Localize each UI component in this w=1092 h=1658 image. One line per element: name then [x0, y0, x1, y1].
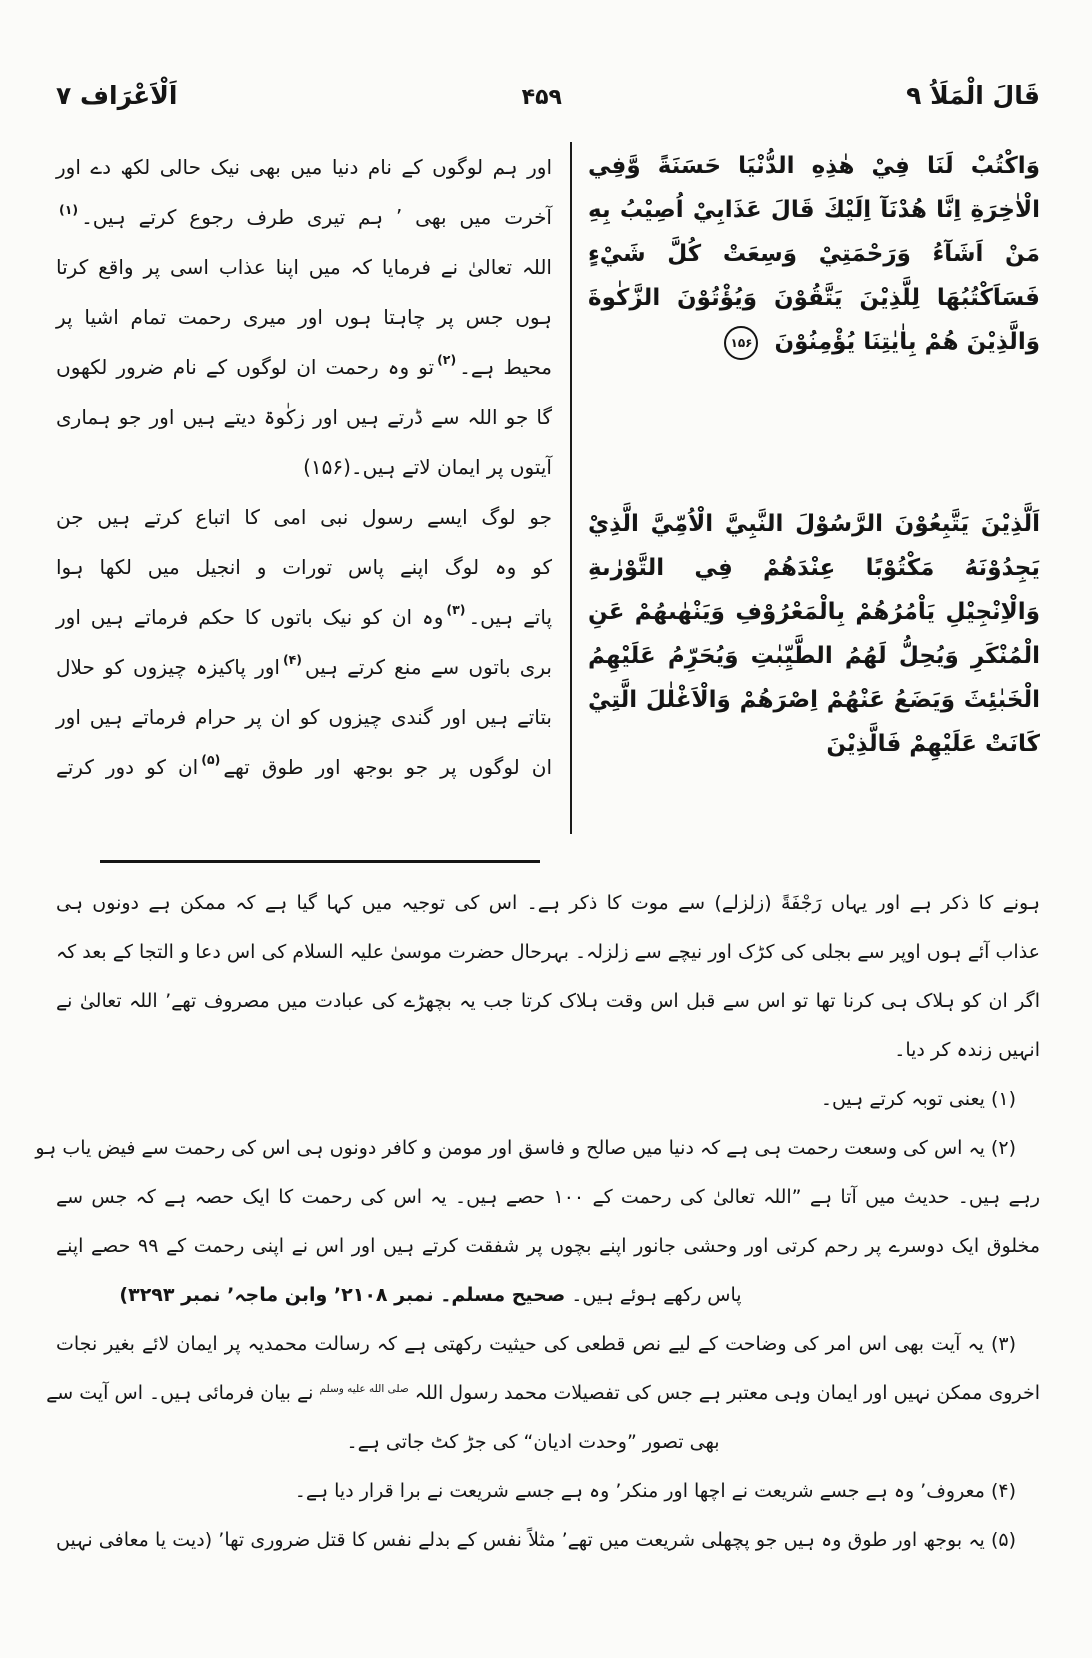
text-segment: عذاب آئے ہوں اوپر سے بجلی کی کڑک اور نیچے سے زلزلہ۔ بہرحال حضرت موسیٰ علیہ السلام کی اس دعا و التجا کے بعد کہ — [56, 941, 1040, 963]
translation-line — [56, 342, 552, 392]
text-segment: کو وہ لوگ اپنے پاس تورات و انجیل میں لکھا ہوا — [56, 555, 552, 579]
text-segment: اللہ تعالیٰ نے فرمایا کہ میں اپنا عذاب اسی پر واقع کرتا — [56, 255, 552, 279]
footnote-line — [56, 1222, 1040, 1271]
text-segment: پاس رکھے ہوئے ہیں۔ — [565, 1284, 742, 1306]
text-segment: تو وہ رحمت ان لوگوں کے نام ضرور لکھوں — [56, 355, 435, 379]
text-segment: (۱) یعنی توبہ کرتے ہیں۔ — [820, 1088, 1016, 1110]
translation-line — [56, 492, 552, 542]
juz-title: قَالَ الْمَلَاُ ۹ — [906, 81, 1040, 110]
page-number: ۴۵۹ — [521, 85, 562, 110]
quran-ayah-157 — [588, 502, 1040, 766]
text-segment: ہوں جس پر چاہتا ہوں اور میری رحمت تمام اشیا پر — [56, 305, 552, 329]
footnote-line — [56, 1418, 1040, 1467]
translation-line — [56, 142, 552, 192]
footnote-line — [56, 1271, 1040, 1320]
text-segment: انہیں زندہ کر دیا۔ — [894, 1039, 1040, 1061]
text-segment: بتاتے ہیں اور گندی چیزوں کو ان پر حرام فرماتے ہیں اور — [56, 705, 552, 729]
footnote-separator-rule — [100, 860, 540, 863]
footnote-marker: (۵) — [201, 752, 221, 767]
footnote-line — [56, 928, 1040, 977]
translation-line — [56, 642, 552, 692]
urdu-translation-column — [56, 140, 552, 842]
text-segment: آخرت میں بھی ’ ہم تیری طرف رجوع کرتے ہیں۔ — [81, 205, 552, 229]
footnote-line — [56, 879, 1040, 928]
text-segment: بری باتوں سے منع کرتے ہیں — [305, 655, 552, 679]
main-content — [56, 140, 1040, 842]
footnote-line — [46, 1369, 1040, 1418]
text-segment: اخروی ممکن نہیں اور ایمان وہی معتبر ہے جس کی تفصیلات محمد رسول اللہ — [408, 1382, 1040, 1404]
surah-title: اَلْاَعْرَاف ۷ — [56, 81, 178, 110]
text-segment: رہے ہیں۔ حدیث میں آتا ہے ”اللہ تعالیٰ کی رحمت کے ۱۰۰ حصے ہیں۔ یہ اس کی رحمت کا ایک حصہ ہے کہ جس سے — [56, 1186, 1040, 1208]
text-segment: (۵) یہ بوجھ اور طوق وہ ہیں جو پچھلی شریعت میں تھے’ مثلاً نفس کے بدلے نفس کا قتل ضروری تھا’ (دیت یا معافی نہیں — [56, 1529, 1016, 1551]
footnote-marker: (۲) — [437, 352, 457, 367]
footnote-line — [35, 1124, 1040, 1173]
text-segment: مخلوق ایک دوسرے پر رحم کرتی اور وحشی جانور اپنے بچوں پر شفقت کرتے ہیں اور اس نے اپنی رحمت کے ۹۹ حصے اپنے — [56, 1235, 1040, 1257]
quran-column — [588, 140, 1040, 842]
text-segment: ہونے کا ذکر ہے اور یہاں رَجْفَةً (زلزلے) سے موت کا ذکر ہے۔ اس کی توجیہ میں کہا گیا ہے کہ ممکن ہے دونوں ہی — [56, 892, 1040, 914]
translation-line — [56, 692, 552, 742]
text-segment: نے بیان فرمائی ہیں۔ اس آیت سے — [46, 1382, 320, 1404]
footnote-line — [56, 1026, 1040, 1075]
text-segment: آیتوں پر ایمان لاتے ہیں۔(۱۵۶) — [303, 455, 552, 479]
footnote-line — [56, 1173, 1040, 1222]
translation-line — [56, 242, 552, 292]
translation-line — [56, 542, 552, 592]
translation-line — [56, 592, 552, 642]
quran-ayah-157-text: اَلَّذِيْنَ يَتَّبِعُوْنَ الرَّسُوْلَ النَّبِيَّ الْاُمِّيَّ الَّذِيْ يَجِدُوْنَهُ مَكْتُوْبًا عِنْدَهُمْ فِي التَّوْرٰىةِ وَالْاِنْجِيْلِ يَاْمُرُهُمْ بِالْمَعْرُوْفِ وَيَنْهٰىهُمْ عَنِ الْمُنْكَرِ وَيُحِلُّ لَهُمُ الطَّيِّبٰتِ وَيُحَرِّمُ عَلَيْهِمُ الْخَبٰئِثَ وَيَضَعُ عَنْهُمْ اِصْرَهُمْ وَالْاَغْلٰلَ الَّتِيْ كَانَتْ عَلَيْهِمْ فَالَّذِيْنَ — [588, 511, 1040, 757]
footnote-line — [56, 1516, 1040, 1565]
text-segment: (۳) یہ آیت بھی اس امر کی وضاحت کے لیے نص قطعی کی حیثیت رکھتی ہے کہ رسالت محمدیہ پر ایمان لائے بغیر نجات — [56, 1333, 1016, 1355]
footnote-marker: (۳) — [446, 602, 466, 617]
hadith-reference: صحیح مسلم۔ نمبر ۲۱۰۸’ وابن ماجہ’ نمبر ۳۲۹۳) — [119, 1284, 566, 1306]
translation-line — [56, 192, 552, 242]
text-segment: اگر ان کو ہلاک ہی کرنا تھا تو اس سے قبل اس وقت ہلاک کرتا جب یہ بچھڑے کی عبادت میں مصروف تھے’ اللہ تعالیٰ نے — [56, 990, 1040, 1012]
text-segment: اور ہم لوگوں کے نام دنیا میں بھی نیک حالی لکھ دے اور — [56, 155, 552, 179]
text-segment: پاتے ہیں۔ — [468, 605, 553, 629]
page-header — [56, 64, 1040, 110]
text-segment: محیط ہے۔ — [459, 355, 553, 379]
text-segment: اور پاکیزہ چیزوں کو حلال — [56, 655, 280, 679]
ayah-end-marker: ۱۵۶ — [724, 326, 758, 360]
footnote-marker: (۱) — [59, 202, 79, 217]
footnote-marker: (۴) — [282, 652, 303, 667]
text-segment: جو لوگ ایسے رسول نبی امی کا اتباع کرتے ہیں جن — [56, 505, 552, 529]
footnotes-section — [35, 879, 1040, 1565]
footnote-line — [56, 1320, 1040, 1369]
footnote-line — [56, 1075, 1040, 1124]
salawat-mark: صلى الله عليه وسلم — [319, 1383, 409, 1395]
quran-ayah-156 — [588, 144, 1040, 364]
footnote-line — [56, 977, 1040, 1026]
text-segment: (۲) یہ اس کی وسعت رحمت ہی ہے کہ دنیا میں صالح و فاسق اور مومن و کافر دونوں ہی اس کی رحمت سے فیض یاب ہو — [35, 1137, 1016, 1159]
text-segment: گا جو اللہ سے ڈرتے ہیں اور زکٰوۃ دیتے ہیں اور جو ہماری — [56, 405, 552, 429]
quran-ayah-156-text: وَاكْتُبْ لَنَا فِيْ هٰذِهِ الدُّنْيَا حَسَنَةً وَّفِي الْاٰخِرَةِ اِنَّا هُدْنَآ اِلَيْكَ قَالَ عَذَابِيْ اُصِيْبُ بِهِ مَنْ اَشَآءُ وَرَحْمَتِيْ وَسِعَتْ كُلَّ شَيْءٍ فَسَاَكْتُبُهَا لِلَّذِيْنَ يَتَّقُوْنَ وَيُؤْتُوْنَ الزَّكٰوةَ وَالَّذِيْنَ هُمْ بِاٰيٰتِنَا يُؤْمِنُوْنَ — [588, 153, 1040, 355]
text-segment: ان لوگوں پر جو بوجھ اور طوق تھے — [223, 755, 553, 779]
translation-line — [56, 292, 552, 342]
text-segment: ان کو دور کرتے — [56, 755, 199, 779]
text-segment: بھی تصور ”وحدت ادیان“ کی جڑ کٹ جاتی ہے۔ — [346, 1431, 720, 1453]
column-divider — [570, 142, 572, 834]
translation-line — [56, 442, 552, 492]
text-segment: وہ ان کو نیک باتوں کا حکم فرماتے ہیں اور — [56, 605, 444, 629]
translation-line — [56, 392, 552, 442]
footnote-line — [56, 1467, 1040, 1516]
text-segment: (۴) معروف’ وہ ہے جسے شریعت نے اچھا اور منکر’ وہ ہے جسے شریعت نے برا قرار دیا ہے۔ — [294, 1480, 1016, 1502]
translation-line — [56, 742, 552, 792]
